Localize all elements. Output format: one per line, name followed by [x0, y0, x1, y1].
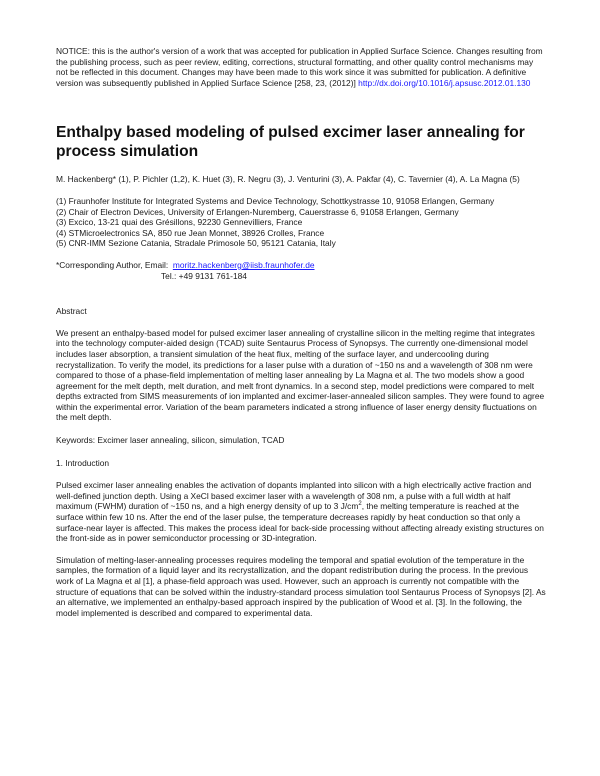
introduction-paragraph-2: Simulation of melting-laser-annealing processes requires modeling the temporal and spatial evolution of the temperature in the samples, the formation of a liquid layer and its recrystallization, and the dopant redistribution during the process. In the previous work of La Magna et al [1], a phase-field approach was used. However, such an approach is currently not compatible with the structure of equations that can be solved within the industry-standard process simulation tool Sentaurus Process of Synopsys [2]. As an alternative, we implemented an enthalpy-based approach inspired by the publication of Wood et al. [3]. In the following, the model implemented is described and compared to experimental data. — [56, 554, 546, 618]
paper-title: Enthalpy based modeling of pulsed excimer laser annealing for process simulation — [56, 124, 525, 160]
email-link[interactable]: moritz.hackenberg@iisb.fraunhofer.de — [172, 259, 315, 270]
affiliation-item: (5) CNR-IMM Sezione Catania, Stradale Primosole 50, 95121 Catania, Italy — [56, 238, 336, 249]
corresponding-author — [56, 260, 546, 281]
corresponding-label: *Corresponding Author, Email: — [56, 259, 169, 270]
introduction-heading: 1. Introduction — [56, 457, 110, 468]
affiliation-list — [56, 196, 546, 249]
abstract-heading: Abstract — [56, 306, 87, 317]
telephone: Tel.: +49 9131 761-184 — [161, 270, 247, 281]
affiliation-item: (1) Fraunhofer Institute for Integrated Systems and Device Technology, Schottkystrasse 10, 91058 Erlangen, Germany — [56, 195, 495, 206]
doi-link[interactable]: http://dx.doi.org/10.1016/j.apsusc.2012.01.130 — [358, 77, 531, 88]
abstract-text: We present an enthalpy-based model for pulsed excimer laser annealing of crystalline silicon in the melting regime that integrates into the technology computer-aided design (TCAD) suite Sentaurus Process of Synopsys. The currently one-dimensional model includes laser absorption, a transient simulation of the heat flux, melting of the surface layer, and undercooling during recrystallization. To verify the model, its predictions for a laser pulse with a duration of ~150 ns and a wavelength of 308 nm were compared to those of a phase-field implementation of melting laser annealing by La Magna et al. The two models show a good agreement for the melt depth, melt duration, and melt front dynamics. In a second step, model predictions were compared to melt depths extracted from SIMS measurements of ion implanted and excimer-laser-annealed silicon samples. They were found to agree within the experimental error. Variation of the beam parameters indicated a strong influence of laser energy density fluctuations on the melt depth. — [56, 327, 545, 423]
author-list: M. Hackenberg* (1), P. Pichler (1,2), K. Huet (3), R. Negru (3), J. Venturini (3), A. Pakfar (4), C. Tavernier (4), A. La Magna (5) — [56, 174, 520, 185]
affiliation-item: (2) Chair of Electron Devices, University of Erlangen-Nuremberg, Cauerstrasse 6, 91058 Erlangen, Germany — [56, 206, 459, 217]
paper-page — [56, 46, 546, 618]
notice-text: NOTICE: this is the author's version of a work that was accepted for publication in Applied Surface Science. Changes resulting from the publishing process, such as peer review, editing, corrections, structural formatting, and other quality control mechanisms may not be reflected in this document. Changes may have been made to this work since it was submitted for publication. A definitive version was subsequently published in Applied Surface Science [258, 23, (2012)] http://dx.doi.org/10.1016/j.apsusc.2012.01.130 — [56, 46, 543, 88]
keywords: Keywords: Excimer laser annealing, silicon, simulation, TCAD — [56, 435, 285, 446]
affiliation-item: (3) Excico, 13-21 quai des Grésillons, 92230 Gennevilliers, France — [56, 217, 303, 228]
affiliation-item: (4) STMicroelectronics SA, 850 rue Jean Monnet, 38926 Crolles, France — [56, 227, 325, 238]
introduction-paragraph-1: Pulsed excimer laser annealing enables the activation of dopants implanted into silicon with a high electrically active fraction and well-defined junction depth. Using a XeCl based excimer laser with a wavelength of 308 nm, a pulse with a full width at half maximum (FWHM) duration of ~150 ns, and a high energy density of up to 3 $J/cm^2$, the melting temperature is reached at the surface within few 10 ns. After the end of the laser pulse, the temperature decreases rapidly by heat conduction so that only a surface-near layer is affected. This makes the process ideal for back-side processing without affecting already existing structures on the front-side as in power semiconductor processing or 3D-integration. — [56, 480, 544, 544]
